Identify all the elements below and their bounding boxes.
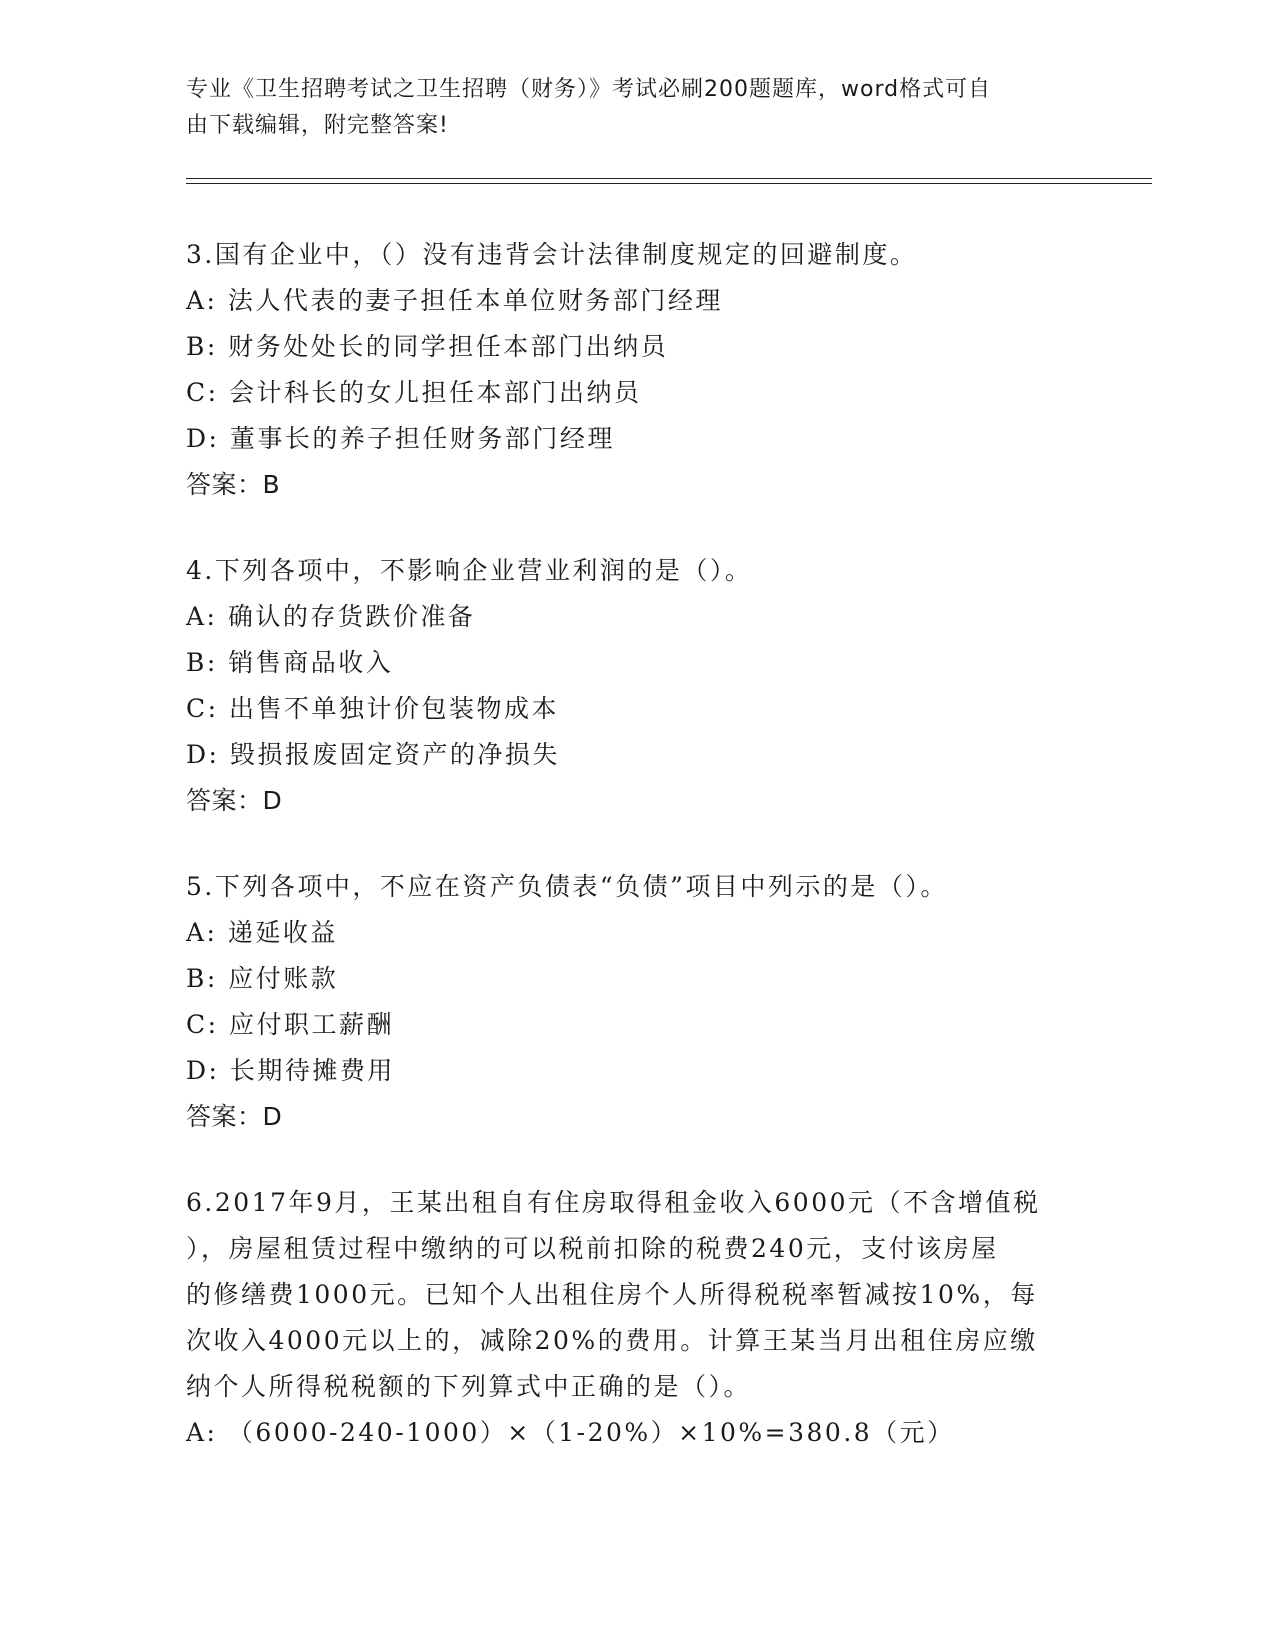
option-b: B: 销售商品收入 — [186, 648, 394, 677]
option-a: A: 递延收益 — [186, 918, 338, 947]
option-c: C: 应付职工薪酬 — [186, 1010, 394, 1039]
question-stem: 5.下列各项中，不应在资产负债表“负债”项目中列示的是（）。 — [186, 872, 948, 901]
option-c: C: 会计科长的女儿担任本部门出纳员 — [186, 378, 642, 407]
option-b: B: 财务处处长的同学担任本部门出纳员 — [186, 332, 669, 361]
header-title-line-1: 专业《卫生招聘考试之卫生招聘（财务）》考试必刷200题题库，word格式可自 — [186, 77, 992, 102]
question-stem-line-4: 次收入4000元以上的，减除20%的费用。计算王某当月出租住房应缴 — [186, 1326, 1038, 1355]
header-title-line-2: 由下载编辑，附完整答案! — [186, 113, 449, 138]
question-stem-line-5: 纳个人所得税税额的下列算式中正确的是（）。 — [186, 1372, 752, 1401]
question-stem: 3.国有企业中，（）没有违背会计法律制度规定的回避制度。 — [186, 240, 918, 269]
answer: 答案：D — [186, 786, 283, 815]
answer: 答案：B — [186, 470, 281, 499]
question-list — [186, 232, 1086, 1496]
question-stem: 4.下列各项中，不影响企业营业利润的是（）。 — [186, 556, 753, 585]
question-stem-line-3: 的修缮费1000元。已知个人出租住房个人所得税税率暂减按10%，每 — [186, 1280, 1038, 1309]
option-a: A: 法人代表的妻子担任本单位财务部门经理 — [186, 286, 723, 315]
question-6 — [186, 1180, 1086, 1456]
question-4 — [186, 548, 1086, 824]
question-stem-line-1: 6.2017年9月，王某出租自有住房取得租金收入6000元（不含增值税 — [186, 1188, 1041, 1217]
answer: 答案：D — [186, 1102, 283, 1131]
option-d: D: 毁损报废固定资产的净损失 — [186, 740, 560, 769]
option-a: A: 确认的存货跌价准备 — [186, 602, 476, 631]
option-c: C: 出售不单独计价包装物成本 — [186, 694, 559, 723]
option-d: D: 董事长的养子担任财务部门经理 — [186, 424, 615, 453]
question-5 — [186, 864, 1086, 1140]
option-b: B: 应付账款 — [186, 964, 339, 993]
header-divider-bottom — [186, 183, 1152, 184]
question-3 — [186, 232, 1086, 508]
header-divider-top — [186, 178, 1152, 179]
document-header — [186, 72, 1066, 144]
option-d: D: 长期待摊费用 — [186, 1056, 395, 1085]
question-stem-line-2: ），房屋租赁过程中缴纳的可以税前扣除的税费240元，支付该房屋 — [186, 1234, 999, 1263]
option-a: A: （6000-240-1000）×（1-20%）×10%=380.8（元） — [186, 1418, 955, 1447]
